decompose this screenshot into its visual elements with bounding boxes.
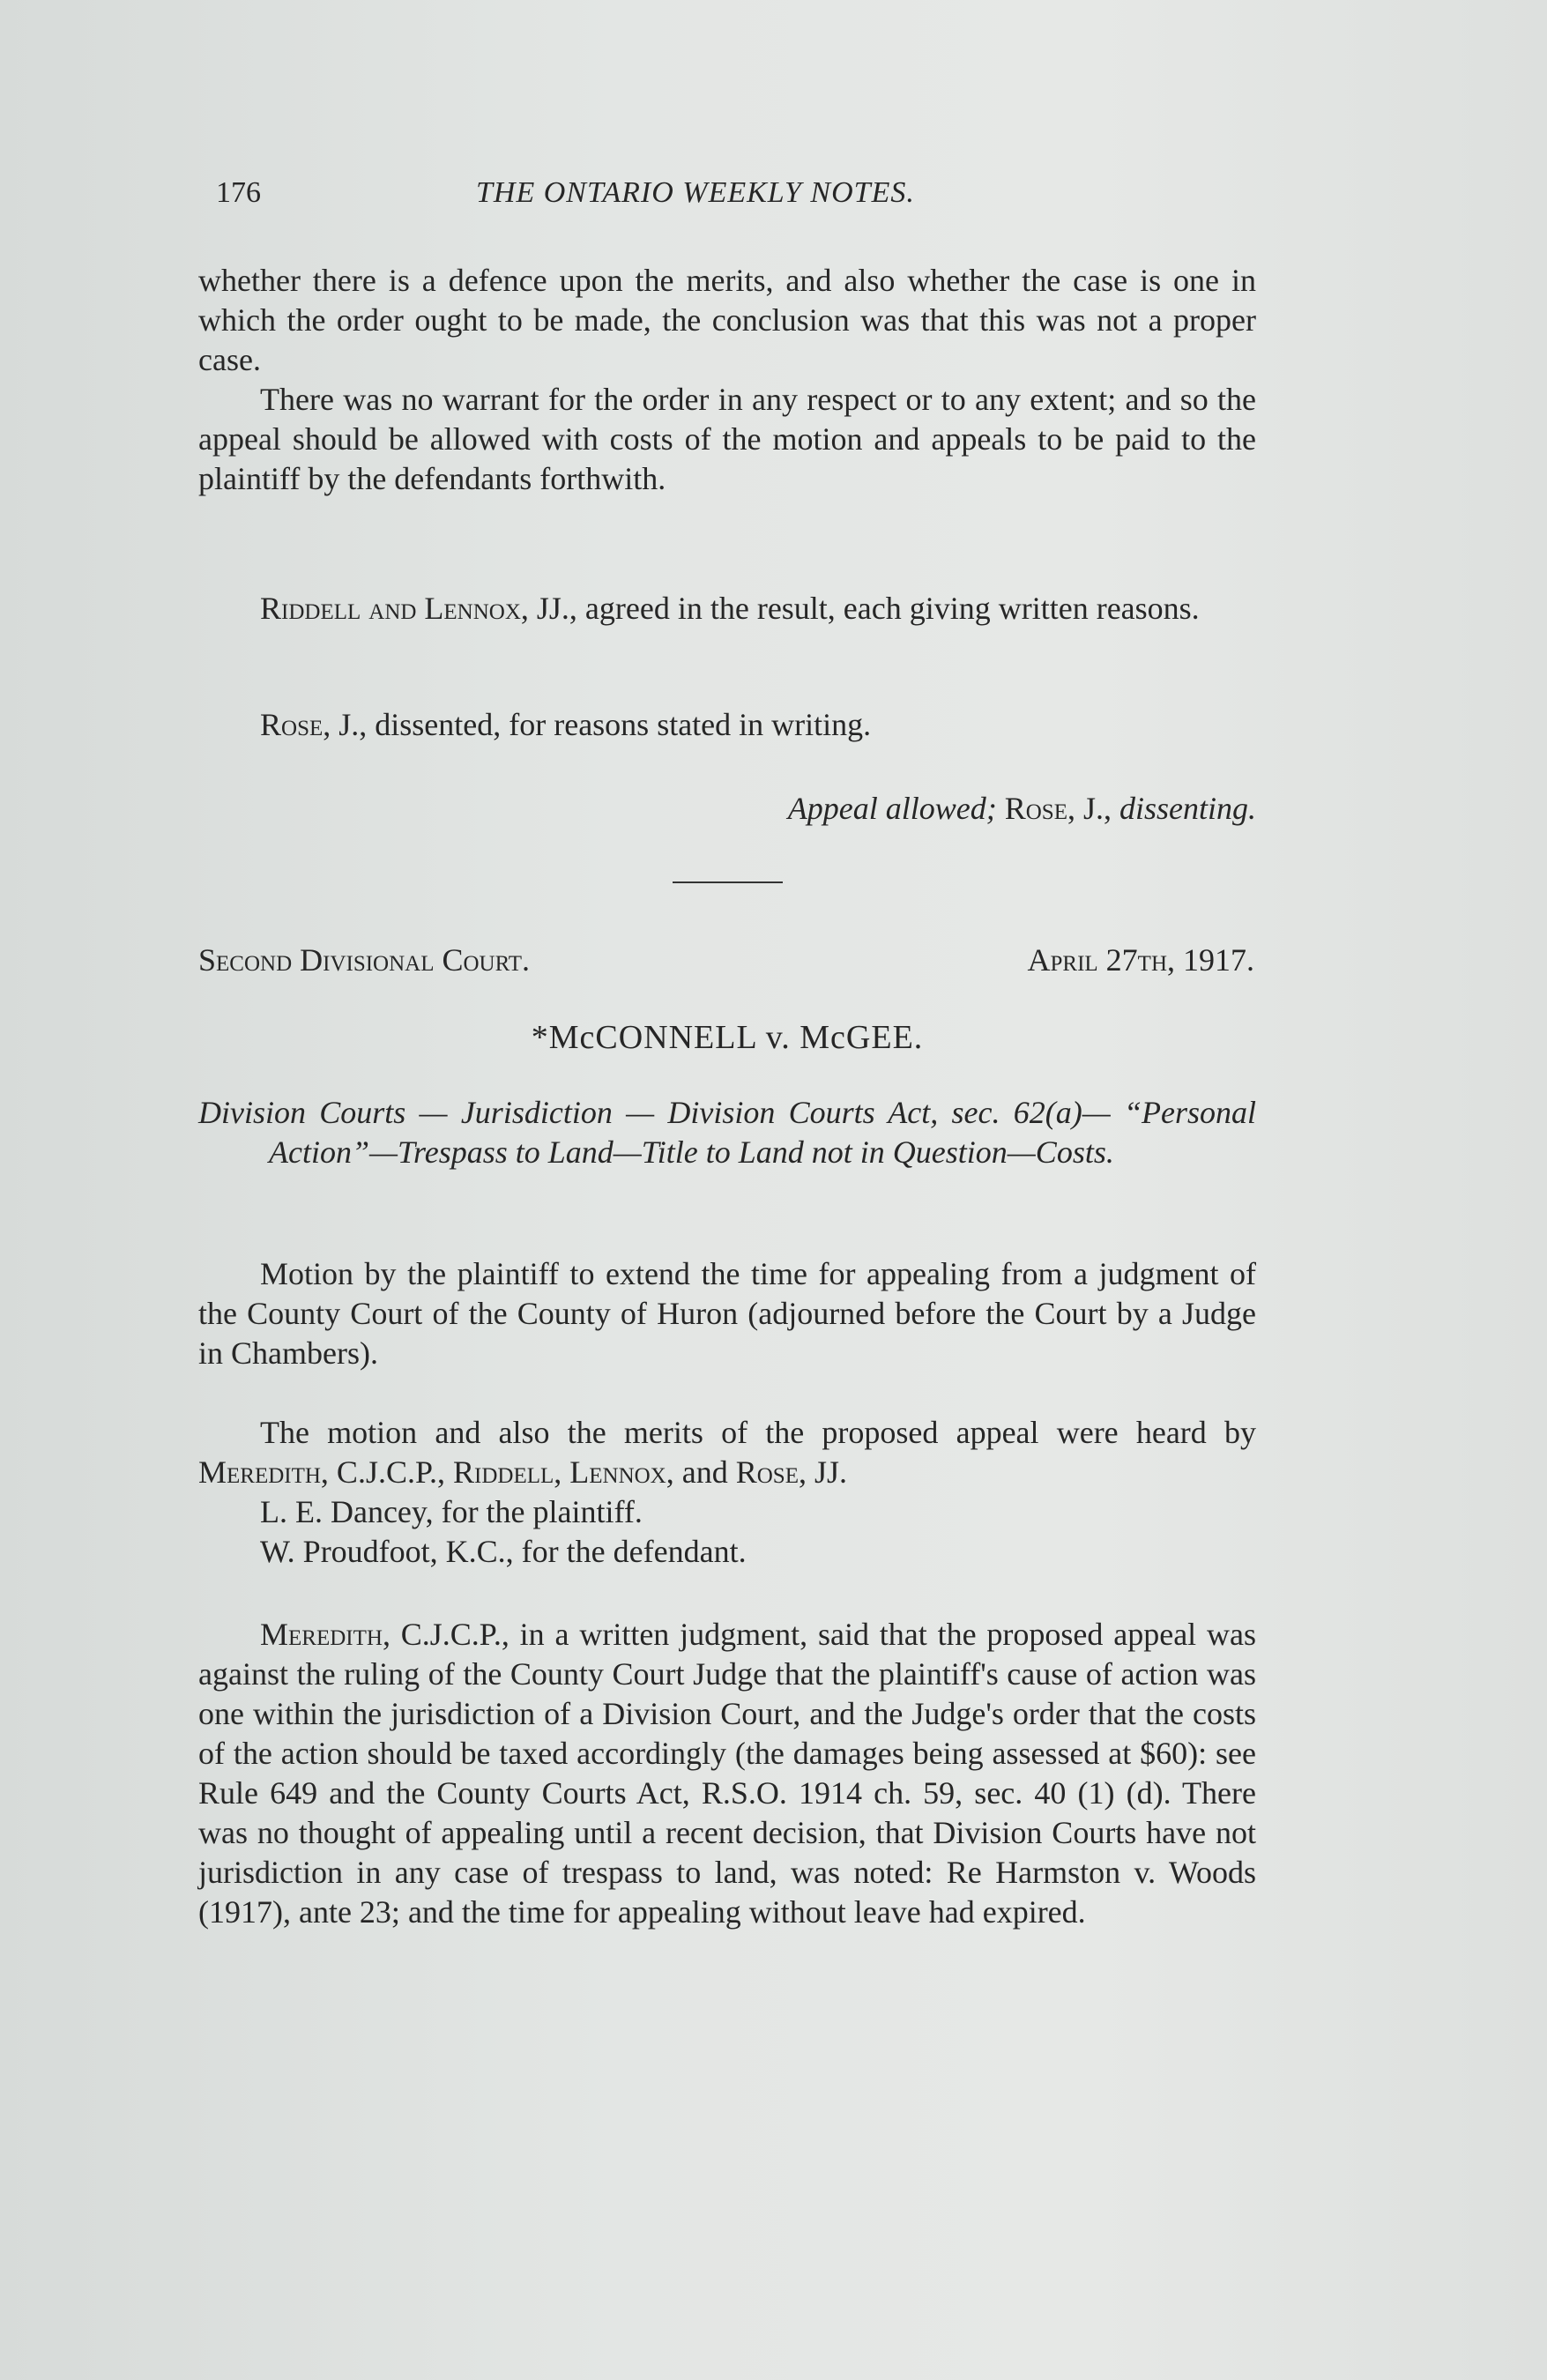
disposition-judge: Rose, J., bbox=[1004, 791, 1112, 826]
heard-text2: and bbox=[673, 1454, 736, 1490]
case-title: *McCONNELL v. McGEE. bbox=[531, 1019, 924, 1056]
court-name: Second Divisional Court. bbox=[198, 942, 531, 978]
paragraph-concurrence bbox=[198, 589, 1256, 628]
paragraph-motion: Motion by the plaintiff to extend the time for appealing from a judgment of the County Court of the County of Huron (adjourned before the Court by a Judge in Chambers). bbox=[198, 1256, 1256, 1371]
judge-names: Riddell and Lennox, JJ., bbox=[260, 591, 577, 626]
paragraph-judgment bbox=[198, 1615, 1256, 1932]
disposition-text2: dissenting. bbox=[1111, 791, 1256, 826]
paragraph-heard bbox=[198, 1413, 1256, 1492]
dissent-judge: Rose, J., bbox=[260, 707, 368, 742]
motion-paragraph bbox=[198, 1254, 1256, 1373]
dissent-paragraph bbox=[198, 705, 1256, 745]
page-number: 176 bbox=[216, 176, 261, 209]
heard-text3: , JJ. bbox=[798, 1454, 847, 1490]
hearing-paragraph bbox=[198, 1413, 1256, 1572]
heard-judges: Meredith, C.J.C.P., Riddell, Lennox, bbox=[198, 1454, 674, 1490]
counsel-plaintiff: L. E. Dancey, for the plaintiff. bbox=[260, 1494, 643, 1529]
headnote bbox=[198, 1093, 1256, 1172]
concurrence-paragraph bbox=[198, 589, 1256, 628]
headnote-text: Division Courts — Jurisdiction — Division Courts Act, sec. 62(a)— “Personal Action”—Trespass to Land—Title to Land not in Question—Costs. bbox=[198, 1095, 1256, 1170]
heard-text1: The motion and also the merits of the proposed appeal were heard by bbox=[260, 1415, 1256, 1450]
counsel-defendant: W. Proudfoot, K.C., for the defendant. bbox=[260, 1534, 747, 1569]
section-divider bbox=[673, 881, 783, 883]
concurrence-text: agreed in the result, each giving written reasons. bbox=[576, 591, 1200, 626]
judgment-text: , C.J.C.P., in a written judgment, said that the proposed appeal was against the ruling of the County Court Judge that the plaintiff's cause of action was one within the jurisdiction of a Division Court, and the Judge's order that the costs of the action should be taxed accordingly (the damages being assessed at $60): see Rule 649 and the County Courts Act, R.S.O. 1914 ch. 59, sec. 40 (1) (d). There was no thought of appealing until a recent decision, that Division Courts have not jurisdiction in any case of trespass to land, was noted: Re Harmston v. Woods (1917), ante 23; and the time for appealing without leave had expired. bbox=[198, 1617, 1256, 1930]
paragraph-continued: whether there is a defence upon the merits, and also whether the case is one in which the order ought to be made, the conclusion was that this was not a proper case. bbox=[198, 263, 1256, 377]
continued-paragraph bbox=[198, 261, 1256, 499]
heard-judge-last: Rose bbox=[735, 1454, 799, 1490]
judgment-judge: Meredith bbox=[260, 1617, 383, 1652]
court-date: April 27th, 1917. bbox=[1027, 942, 1254, 978]
running-head: THE ONTARIO WEEKLY NOTES. bbox=[476, 176, 915, 209]
disposition-line bbox=[198, 789, 1256, 829]
dissent-text: dissented, for reasons stated in writing. bbox=[367, 707, 872, 742]
court-line bbox=[198, 941, 1254, 978]
paragraph-order: There was no warrant for the order in any respect or to any extent; and so the appeal should be allowed with costs of the motion and appeals to be paid to the plaintiff by the defendants forthwith. bbox=[198, 382, 1256, 496]
disposition-text1: Appeal allowed; bbox=[787, 791, 1005, 826]
paragraph-dissent bbox=[198, 705, 1256, 745]
disposition bbox=[198, 789, 1256, 829]
judgment-paragraph bbox=[198, 1615, 1256, 1932]
